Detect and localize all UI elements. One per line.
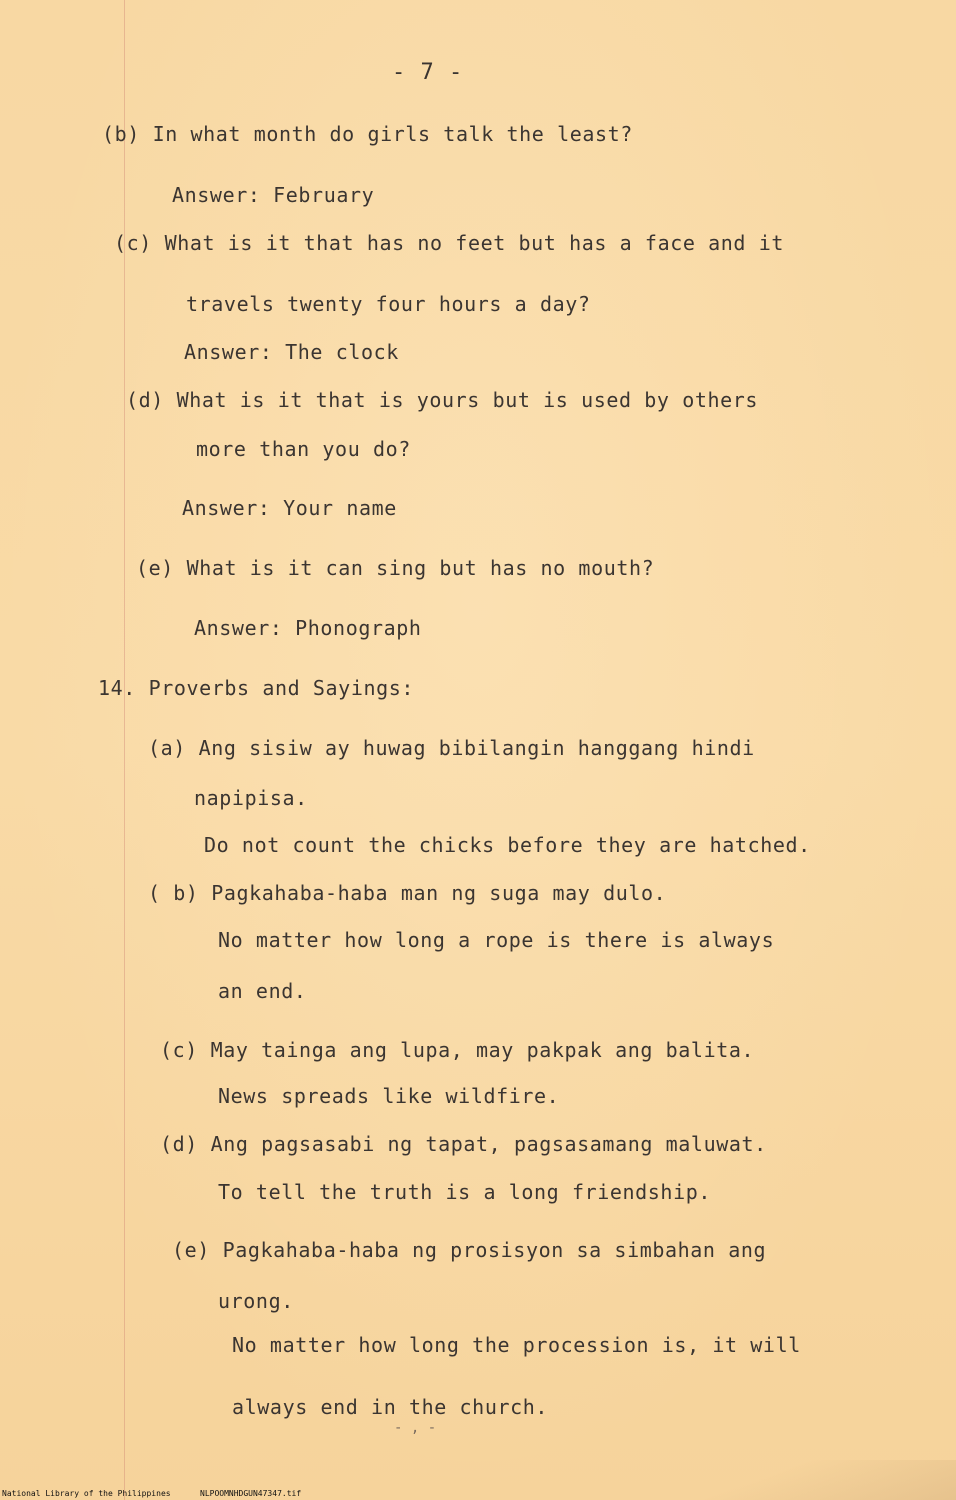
footer-library: National Library of the Philippines [2, 1489, 171, 1498]
proverb-a-line-2: napipisa. [194, 786, 308, 810]
bottom-page-mark: - , - [394, 1420, 437, 1436]
proverb-b-translation-line-1: No matter how long a rope is there is always [218, 928, 775, 952]
riddle-c-question-line-1: (c) What is it that has no feet but has a face and it [114, 231, 784, 255]
section-heading: 14. Proverbs and Sayings: [98, 676, 415, 700]
riddle-d-question-line-2: more than you do? [196, 437, 411, 461]
riddle-d-answer: Answer: Your name [182, 496, 397, 520]
proverb-d-translation: To tell the truth is a long friendship. [218, 1180, 711, 1204]
proverb-e-translation-line-1: No matter how long the procession is, it will [232, 1333, 801, 1357]
proverb-d-line: (d) Ang pagsasabi ng tapat, pagsasamang maluwat. [160, 1132, 767, 1156]
riddle-e-question: (e) What is it can sing but has no mouth? [136, 556, 655, 580]
proverb-a-line-1: (a) Ang sisiw ay huwag bibilangin hanggang hindi [148, 736, 755, 760]
riddle-c-question-line-2: travels twenty four hours a day? [186, 292, 591, 316]
proverb-b-translation-line-2: an end. [218, 979, 307, 1003]
proverb-e-translation-line-2: always end in the church. [232, 1395, 549, 1419]
riddle-c-answer: Answer: The clock [184, 340, 399, 364]
riddle-b-question: (b) In what month do girls talk the least? [102, 122, 633, 146]
proverb-b-line: ( b) Pagkahaba-haba man ng suga may dulo. [148, 881, 667, 905]
riddle-b-answer: Answer: February [172, 183, 375, 207]
proverb-a-translation: Do not count the chicks before they are hatched. [204, 833, 811, 857]
proverb-c-line: (c) May tainga ang lupa, may pakpak ang balita. [160, 1038, 755, 1062]
page-number: - 7 - [392, 60, 464, 85]
corner-shadow [636, 1460, 956, 1500]
proverb-e-line-2: urong. [218, 1289, 294, 1313]
proverb-c-translation: News spreads like wildfire. [218, 1084, 560, 1108]
margin-rule [124, 0, 125, 1500]
proverb-e-line-1: (e) Pagkahaba-haba ng prosisyon sa simbahan ang [172, 1238, 767, 1262]
footer-filename: NLPOOMNHDGUN47347.tif [200, 1489, 302, 1498]
riddle-d-question-line-1: (d) What is it that is yours but is used by others [126, 388, 759, 412]
riddle-e-answer: Answer: Phonograph [194, 616, 422, 640]
